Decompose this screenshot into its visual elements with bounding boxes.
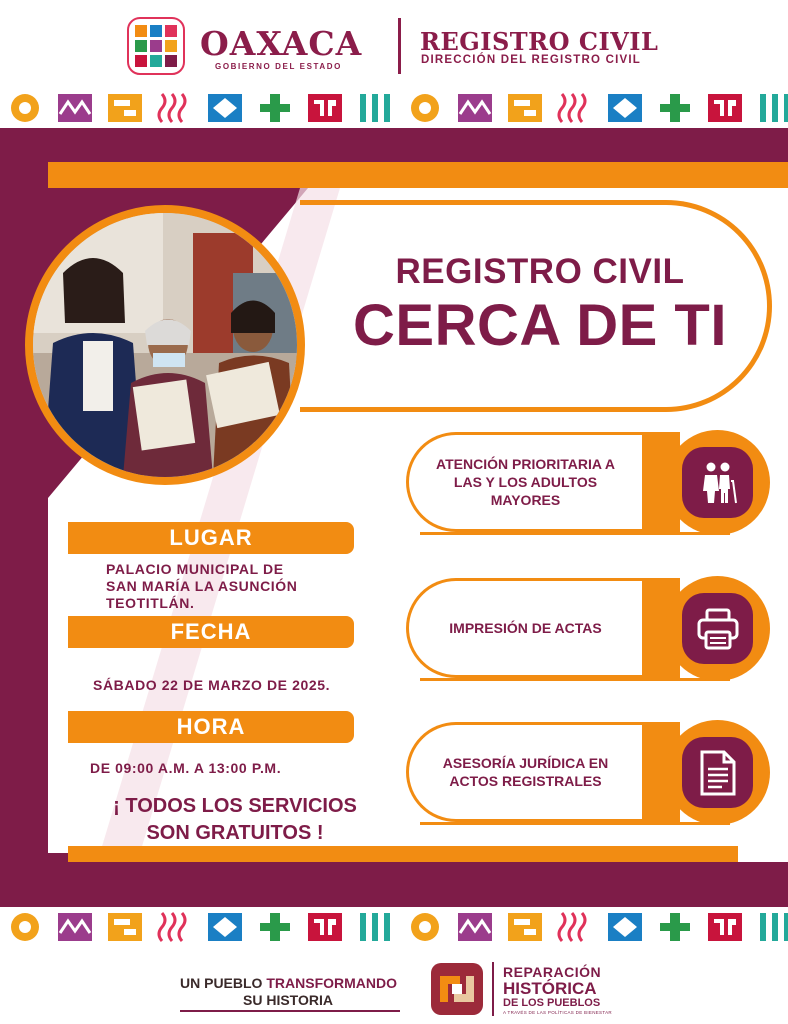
elderly-couple-icon [682,447,753,518]
pattern-tile-wave [150,907,200,947]
pattern-tile-zigzag [50,907,100,947]
printer-icon [682,593,753,664]
header [0,0,788,88]
service-actas-label: IMPRESIÓN DE ACTAS [449,620,602,636]
time-label: HORA [68,711,354,743]
pattern-tile-flower [400,907,450,947]
pattern-tile-zigzag [450,907,500,947]
registro-civil-subtitle: DIRECCIÓN DEL REGISTRO CIVIL [421,54,641,66]
service-prioritaria-label: ATENCIÓN PRIORITARIA A LAS Y LOS ADULTOS MAYORES [436,456,615,508]
pattern-tile-cross [250,907,300,947]
place-label: LUGAR [68,522,354,554]
place-line-3: TEOTITLÁN. [106,595,195,611]
main-title-big: CERCA DE TI [353,293,727,358]
pattern-tile-flower [400,88,450,128]
document-icon [682,737,753,808]
free-services-line-2: SON GRATUITOS ! [146,822,324,844]
top-band [0,128,788,162]
pattern-tile-zigzag [450,88,500,128]
pattern-tile-wave [150,88,200,128]
pattern-tile-bars [350,88,400,128]
slogan-part-2: TRANSFORMANDO [266,975,397,991]
pattern-tile-bars [750,88,788,128]
pattern-strip-top [0,88,788,128]
slogan-part-1: UN PUEBLO [180,975,267,991]
pattern-tile-bars [350,907,400,947]
service-asesoria-label: ASESORÍA JURÍDICA EN ACTOS REGISTRALES [442,755,609,789]
oaxaca-logo [127,17,185,75]
pattern-tile-step [500,88,550,128]
pattern-tile-cross [250,88,300,128]
pattern-tile-diamond [200,88,250,128]
bottom-maroon-band [0,862,788,907]
pattern-tile-fret [300,907,350,947]
pattern-tile-fret [700,907,750,947]
pattern-tile-flower [0,88,50,128]
service-icon-circle [665,720,770,825]
pattern-tile-step [500,907,550,947]
service-icon-circle [665,430,770,535]
reparacion-line-2: HISTÓRICA [503,979,597,998]
place-line-2: SAN MARÍA LA ASUNCIÓN [106,578,298,594]
reparacion-logo [430,962,484,1016]
reparacion-line-1: REPARACIÓN [503,964,602,980]
pattern-tile-flower [0,907,50,947]
pattern-tile-cross [650,907,700,947]
pattern-strip-bottom [0,907,788,947]
free-services-line-1: ¡ TODOS LOS SERVICIOS [113,795,357,817]
time-value: DE 09:00 A.M. A 13:00 P.M. [90,760,282,776]
service-icon-circle [665,576,770,681]
pattern-tile-diamond [200,907,250,947]
oaxaca-subtitle: GOBIERNO DEL ESTADO [215,62,343,71]
event-photo [25,205,305,485]
pattern-tile-zigzag [50,88,100,128]
service-underline [420,822,730,825]
reparacion-line-3: DE LOS PUEBLOS [503,997,601,1009]
slogan-line-1 [180,975,397,991]
main-title-small: REGISTRO CIVIL [395,252,685,291]
service-prioritaria [406,432,642,532]
header-divider [398,18,401,74]
pattern-tile-cross [650,88,700,128]
pattern-tile-wave [550,88,600,128]
date-value: SÁBADO 22 DE MARZO DE 2025. [93,677,331,693]
pattern-tile-fret [300,88,350,128]
pattern-tile-step [100,88,150,128]
oaxaca-title: OAXACA [200,24,363,63]
reparacion-line-4: A TRAVÉS DE LAS POLÍTICAS DE BIENESTAR [503,1010,612,1015]
pattern-tile-diamond [600,88,650,128]
registro-civil-title: REGISTRO CIVIL [420,27,659,56]
orange-band [48,162,788,188]
date-label: FECHA [68,616,354,648]
footer-divider [492,962,494,1016]
place-line-1: PALACIO MUNICIPAL DE [106,561,284,577]
slogan-underline [180,1010,400,1012]
pattern-tile-fret [700,88,750,128]
service-underline [420,532,730,535]
pattern-tile-diamond [600,907,650,947]
pattern-tile-wave [550,907,600,947]
service-actas [406,578,642,678]
service-asesoria [406,722,642,822]
pattern-tile-step [100,907,150,947]
service-underline [420,678,730,681]
pattern-tile-bars [750,907,788,947]
slogan-line-2: SU HISTORIA [243,992,333,1008]
